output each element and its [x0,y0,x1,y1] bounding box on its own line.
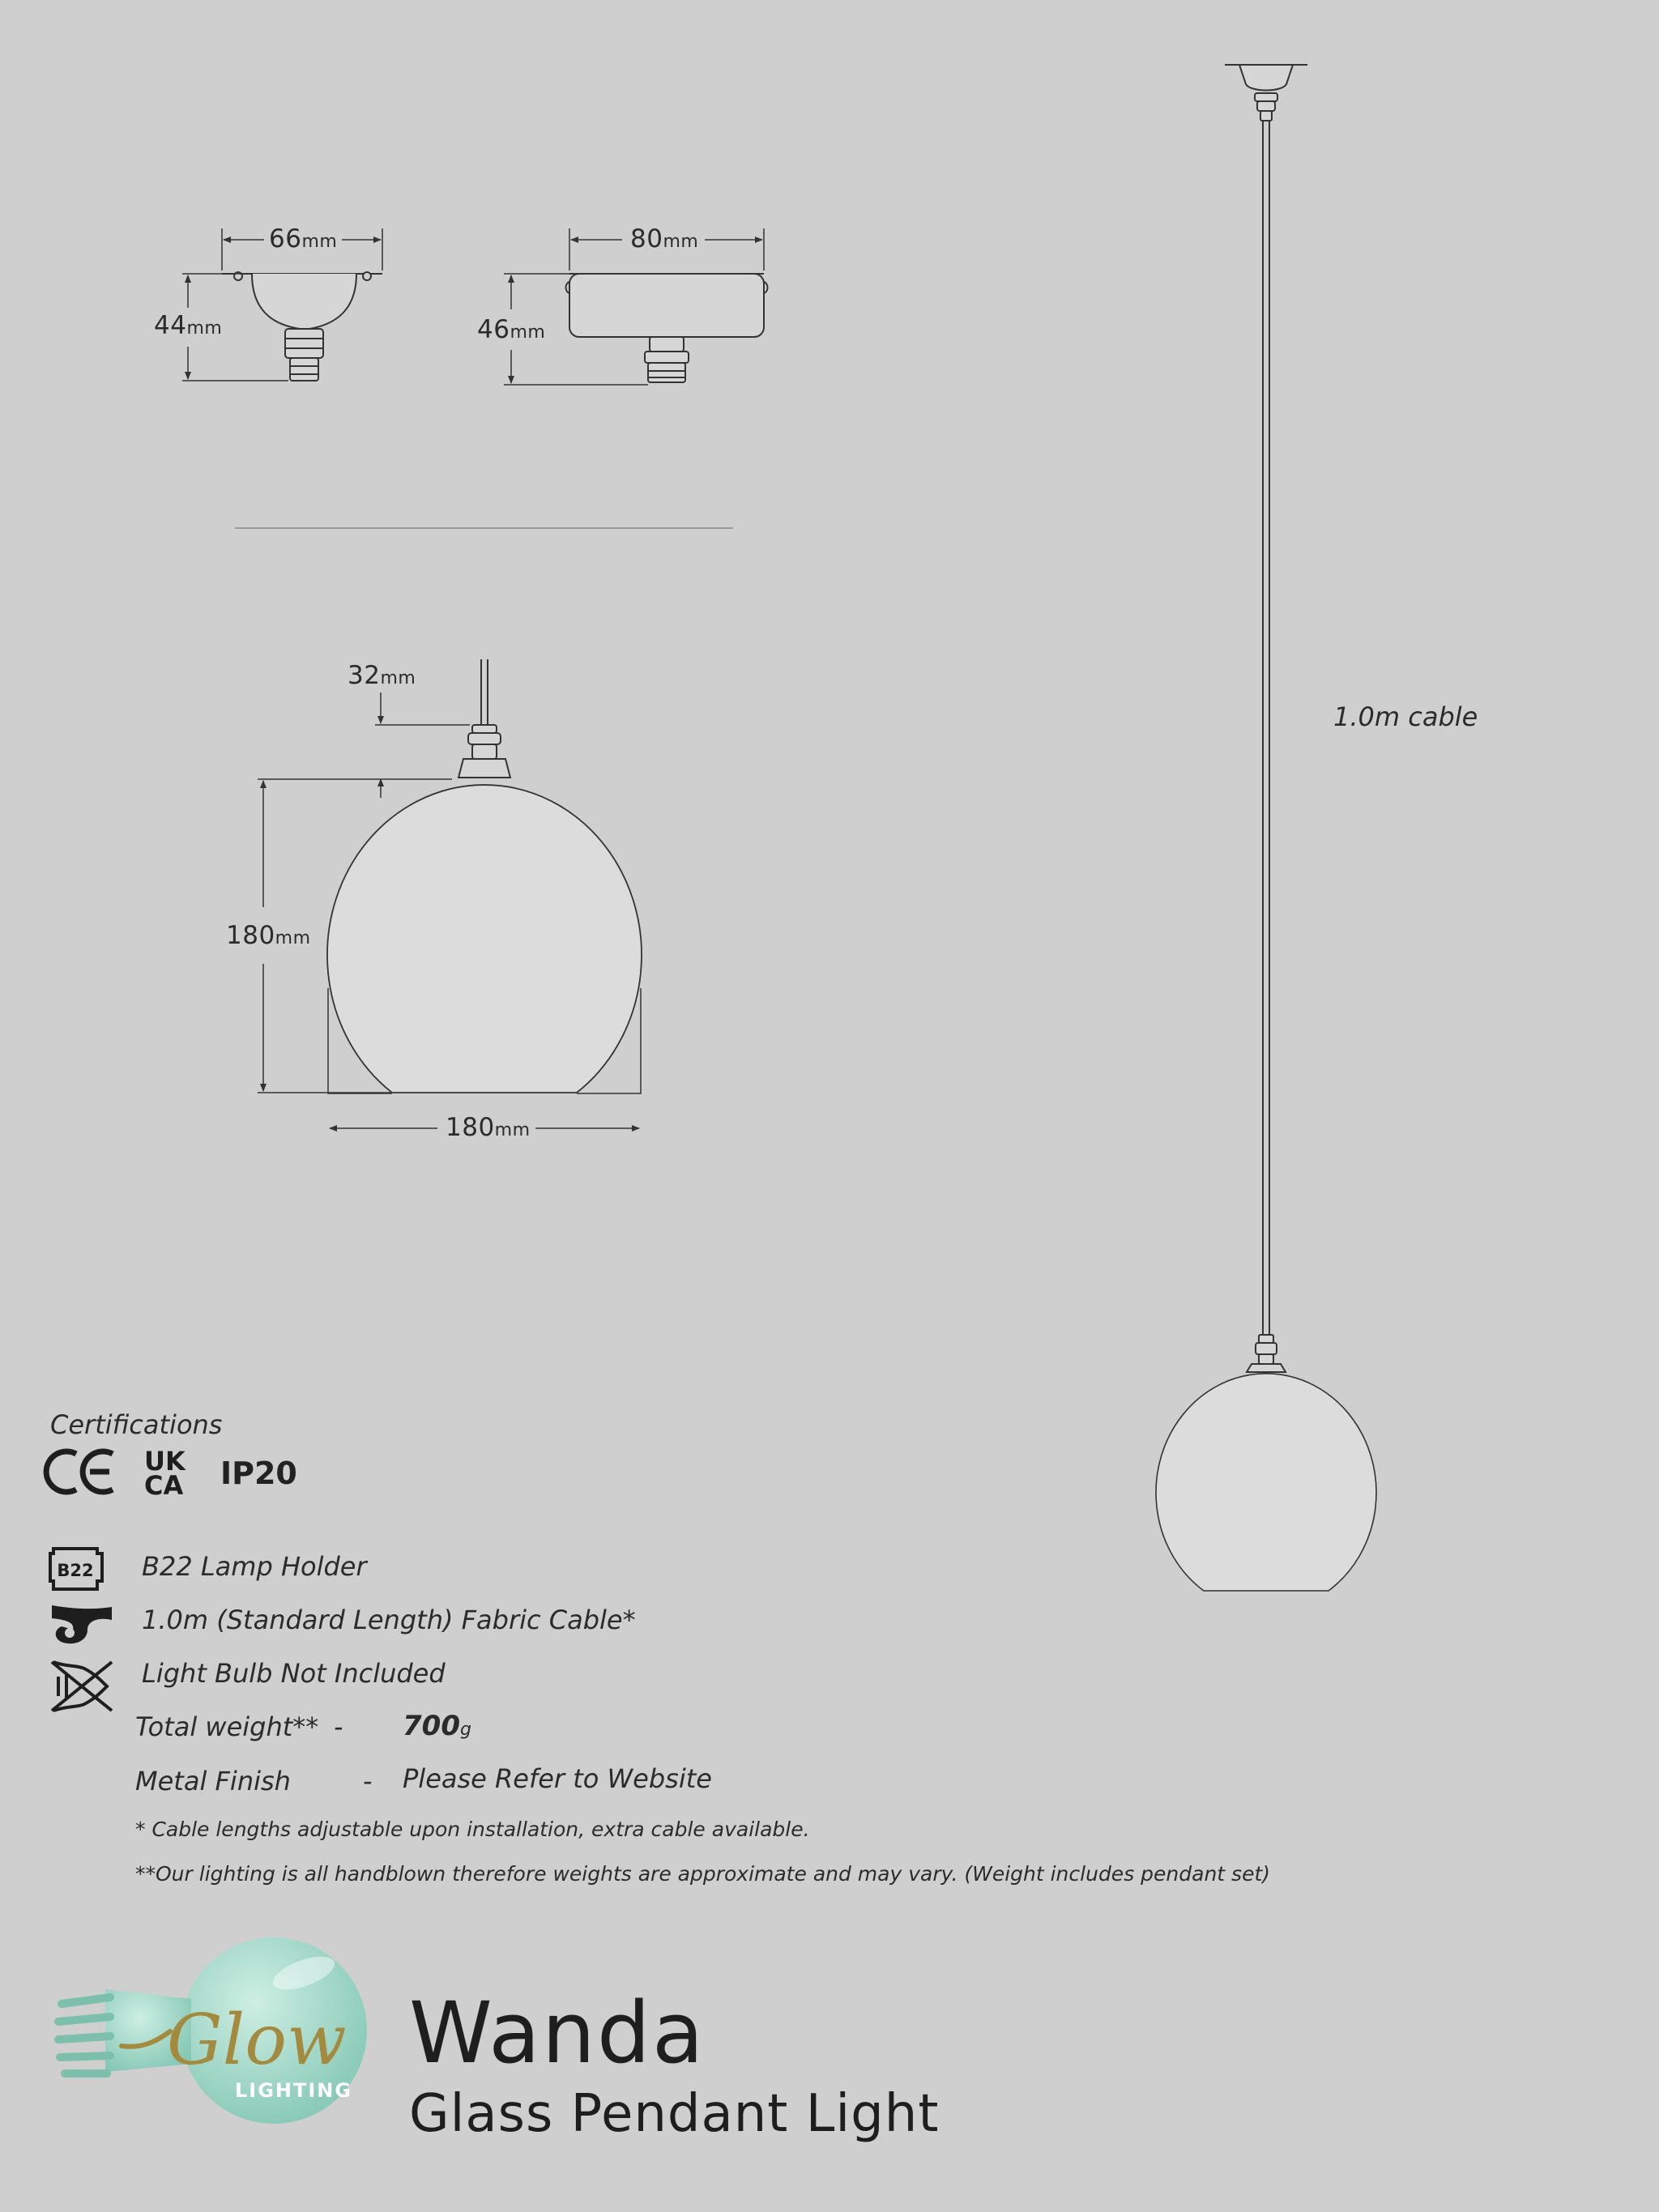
pendant-detail-drawing [327,659,642,1093]
ceiling-rose-small-drawing [222,272,382,381]
ukca-mark-icon [144,1446,186,1501]
note-cable-length: * Cable lengths adjustable upon installation, extra cable available. [135,1818,810,1841]
feature-fabric-cable: 1.0m (Standard Length) Fabric Cable* [142,1605,636,1635]
certifications-title: Certifications [50,1409,223,1440]
product-name: Wanda [409,1984,706,2082]
dim-label-46mm: 46mm [477,315,546,344]
feature-lamp-holder: B22 Lamp Holder [142,1551,367,1582]
weight-label: Total weight** [135,1711,319,1742]
no-bulb-icon [52,1662,112,1711]
product-subtitle: Glass Pendant Light [409,2084,940,2144]
dim-label-66mm: 66mm [264,224,342,254]
dim-label-80mm: 80mm [625,224,703,254]
dim-label-180mm-width: 180mm [441,1113,535,1142]
weight-value: 700g [403,1710,471,1742]
svg-text:UK: UK [144,1446,186,1477]
svg-text:B22: B22 [57,1561,94,1580]
dim-label-44mm: 44mm [154,311,223,340]
cable-length-label: 1.0m cable [1333,701,1478,732]
glow-lighting-logo [58,1937,367,2124]
metal-finish-label: Metal Finish [135,1766,291,1796]
metal-finish-value: Please Refer to Website [403,1763,712,1794]
note-weight: **Our lighting is all handblown therefore weights are approximate and may vary. (Weight includes pendant set) [135,1862,1271,1886]
dim-label-180mm-height: 180mm [221,921,316,950]
metal-finish-dash: - [363,1766,373,1796]
fabric-cable-icon [52,1605,112,1643]
full-pendant-drawing [1156,65,1376,1591]
ceiling-rose-large-drawing [566,274,768,382]
ce-mark-icon [46,1451,113,1492]
svg-text:LIGHTING: LIGHTING [235,2079,353,2102]
b22-lamp-holder-icon [50,1549,102,1589]
ip-rating: IP20 [220,1455,297,1491]
weight-dash: - [334,1711,343,1742]
svg-text:Glow: Glow [167,2000,347,2081]
feature-bulb-not-included: Light Bulb Not Included [142,1658,446,1689]
svg-text:CA: CA [144,1470,184,1501]
dim-label-32mm: 32mm [348,661,416,690]
